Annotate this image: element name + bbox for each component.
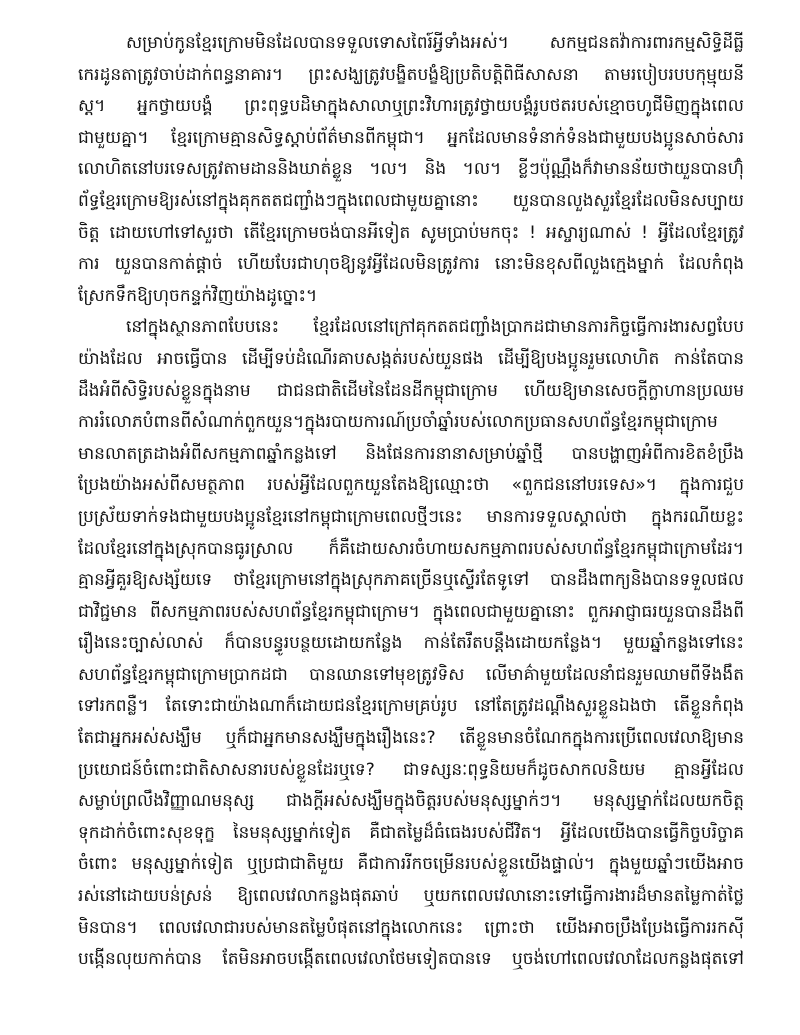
text-line: សម្លាប់ព្រលឹងវិញ្ញាណមនុស្ស ជាងក្ដីអស់សង្ឃឹមក្នុងចិត្តរបស់មនុស្សម្នាក់ៗ។ មនុស្សម្នាក់ដែលយកចិត្ត <box>78 791 744 812</box>
text-line: ដែលខ្មែរនៅក្នុងស្រុកបានធូរស្រាល ក៏គឺដោយសារចំហាយសកម្មភាពរបស់សហព័ន្ធខ្មែរកម្ពុជាក្រោមដែរ។ <box>78 538 744 559</box>
text-line: នៅក្នុងស្ថានភាពបែបនេះ ខ្មែរដែលនៅក្រៅគុកតតជញ្ជាំងប្រាកដជាមានភារកិច្ចធ្វើការងារសព្វបែប <box>126 317 744 338</box>
text-line: ការ យួនបានកាត់ផ្ដាច់ ហើយបែរជាហុចឱ្យនូវអ្វីដែលមិនត្រូវការ នោះមិនខុសពីលួងក្មេងម្នាក់ ដែលកំពុង <box>78 254 744 275</box>
text-line: លោហិតនៅបរទេសត្រូវតាមដាននិងឃាត់ខ្លួន ។ល។ និង ។ល។ ខ្លីៗប៉ុណ្ណឹងក៏វាមានន័យថាយួនបានហ៊ុំ <box>78 159 744 180</box>
text-line: ប្រស្រ័យទាក់ទងជាមួយបងប្អូនខ្មែរនៅកម្ពុជាក្រោមពេលថ្មីៗនេះ មានការទទួលស្គាល់ថា ក្នុងករណីយខ្លះ <box>78 506 744 527</box>
text-line: ប្រយោជន៍ចំពោះជាតិសាសនារបស់ខ្លួនដែរឬទេ? ជាទស្សនៈពុទ្ធនិយមក៏ដូចសាកលនិយម គ្មានអ្វីដែល <box>78 759 744 780</box>
text-line: ចំពោះ មនុស្សម្នាក់ទៀត ឬប្រជាជាតិមួយ គឺជាការរីកចម្រើនរបស់ខ្លួនយើងផ្ទាល់។ ក្នុងមួយឆ្នាំៗយើងអាច <box>78 854 744 875</box>
text-line: រឿងនេះច្បាស់លាស់ ក៏បានបន្ធូរបន្ថយដោយកន្លែង កាន់តែរឹតបន្តឹងដោយកន្លែង។ មួយឆ្នាំកន្លងទៅនេះ <box>78 633 744 654</box>
paragraph-1 <box>78 28 744 312</box>
text-line: ទុកដាក់ចំពោះសុខទុក្ខ នៃមនុស្សម្នាក់ទៀត គឺជាតម្លៃដ៏ធំធេងរបស់ជីវិត។ អ្វីដែលយើងបានធ្វើកិច្ចបរិច្ចាគ <box>78 822 744 843</box>
text-line: មានលាតត្រដាងអំពីសកម្មភាពឆ្នាំកន្លងទៅ និងផែនការនានាសម្រាប់ឆ្នាំថ្មី បានបង្ហាញអំពីការខិតខំប្រឹង <box>78 443 744 464</box>
text-line: ព័ទ្ធខ្មែរក្រោមឱ្យរស់នៅក្នុងគុកតតជញ្ជាំងៗក្នុងពេលជាមួយគ្នានោះ យួនបានលួងសួរខ្មែរដែលមិនសប្បាយ <box>78 190 744 211</box>
text-line: តែជាអ្នកអស់សង្ឃឹម ឬក៏ជាអ្នកមានសង្ឃឹមក្នុងរឿងនេះ? តើខ្លួនមានចំណែកក្នុងការប្រើពេលវេលាឱ្យមាន <box>78 728 744 749</box>
text-line: ជាវិជ្ជមាន ពីសកម្មភាពរបស់សហព័ន្ធខ្មែរកម្ពុជាក្រោម។ ក្នុងពេលជាមួយគ្នានោះ ពួកអាជ្ញាធរយួនបានដឹងពី <box>78 601 744 622</box>
text-line: យ៉ាងដែល អាចធ្វើបាន ដើម្បីទប់ដំណើរគាបសង្កត់របស់យួនផង ដើម្បីឱ្យបងប្អូនរួមលោហិត កាន់តែបាន <box>78 348 744 369</box>
text-line: ដឹងអំពីសិទ្ធិរបស់ខ្លួនក្នុងនាម ជាជនជាតិដើមនៃដែនដីកម្ពុជាក្រោម ហើយឱ្យមានសេចក្ដីក្លាហានប្រឈម <box>78 380 744 401</box>
text-line: ប្រែងយ៉ាងអស់ពីសមត្ថភាព របស់អ្វីដែលពួកយួនតែងឱ្យឈ្មោះថា «ពួកជននៅបរទេស»។ ក្នុងការជួប <box>78 475 744 496</box>
text-line: បង្កើនលុយកាក់បាន តែមិនអាចបង្កើតពេលវេលាថែមទៀតបានទេ ឬចង់ហៅពេលវេលាដែលកន្លងផុតទៅ <box>78 949 744 970</box>
document-page <box>78 28 744 976</box>
text-line: គ្មានអ្វីគួរឱ្យសង្ស័យទេ ថាខ្មែរក្រោមនៅក្នុងស្រុកភាគច្រើនឬស្ទើរតែទូទៅ បានដឹងពាក្យនិងបានទទួលផល <box>78 570 744 591</box>
text-line: ការរំលោភបំពានពីសំណាក់ពួកយួន។ក្នុងរបាយការណ៍ប្រចាំឆ្នាំរបស់លោកប្រធានសហព័ន្ធខ្មែរកម្ពុជាក្រោម <box>78 412 718 433</box>
text-line: ស្រែកទឹកឱ្យហុចកន្ទក់វិញយ៉ាងដូច្នោះ។ <box>78 285 318 306</box>
text-line: មិនបាន។ ពេលវេលាជារបស់មានតម្លៃបំផុតនៅក្នុងលោកនេះ ព្រោះថា យើងអាចប្រឹងប្រែងធ្វើការរកស៊ី <box>78 917 744 938</box>
text-line: ទៅរកពន្លឺ។ តែទោះជាយ៉ាងណាក៏ដោយជនខ្មែរក្រោមគ្រប់រូប នៅតែត្រូវដណ្ដឹងសួរខ្លួនឯងថា តើខ្លួនកំពុង <box>78 696 744 717</box>
text-line: ជាមួយគ្នា។ ខ្មែរក្រោមគ្មានសិទ្ធស្ដាប់ព័ត៌មានពីកម្ពុជា។ អ្នកដែលមានទំនាក់ទំនងជាមួយបងប្អូនសាច់សារ <box>78 127 744 148</box>
text-line: រស់នៅដោយបន់ស្រន់ ឱ្យពេលវេលាកន្លងផុតឆាប់ ឬយកពេលវេលានោះទៅធ្វើការងារដ៏មានតម្លៃកាត់ថ្លៃ <box>78 886 744 907</box>
text-line: ស្ដ។ អ្នកថ្វាយបង្គំ ព្រះពុទ្ធបដិមាក្នុងសាលាឬព្រះវិហារត្រូវថ្វាយបង្គំរូបថតរបស់ខ្មោចហូជីមិញក្នុងពេល <box>78 96 744 117</box>
text-line: កេរដូនតាត្រូវចាប់ដាក់ពន្ធនាគារ។ ព្រះសង្ឃត្រូវបង្ខិតបង្ខំឱ្យប្រតិបត្តិពិធីសាសនា តាមរបៀបរបបកុម្មុយនី <box>78 64 744 85</box>
paragraph-2 <box>78 312 744 975</box>
text-line: សម្រាប់កូនខ្មែរក្រោមមិនដែលបានទទួលទោសពៃរ៍អ្វីទាំងអស់។ សកម្មជនតវ៉ាការពារកម្មសិទ្ធិដីធ្លី <box>126 33 744 53</box>
text-line: សហព័ន្ធខ្មែរកម្ពុជាក្រោមប្រាកដជា បានឈានទៅមុខត្រូវទិស លើមាគ៌ាមួយដែលនាំជនរួមឈាមពីទីងងឹត <box>78 664 744 685</box>
text-line: ចិត្ត ដោយហៅទៅសួរថា តើខ្មែរក្រោមចង់បានអីទៀត សូមប្រាប់មកចុះ ! អស្ចារ្យណាស់ ! អ្វីដែលខ្មែរត្រូវ <box>78 222 744 243</box>
